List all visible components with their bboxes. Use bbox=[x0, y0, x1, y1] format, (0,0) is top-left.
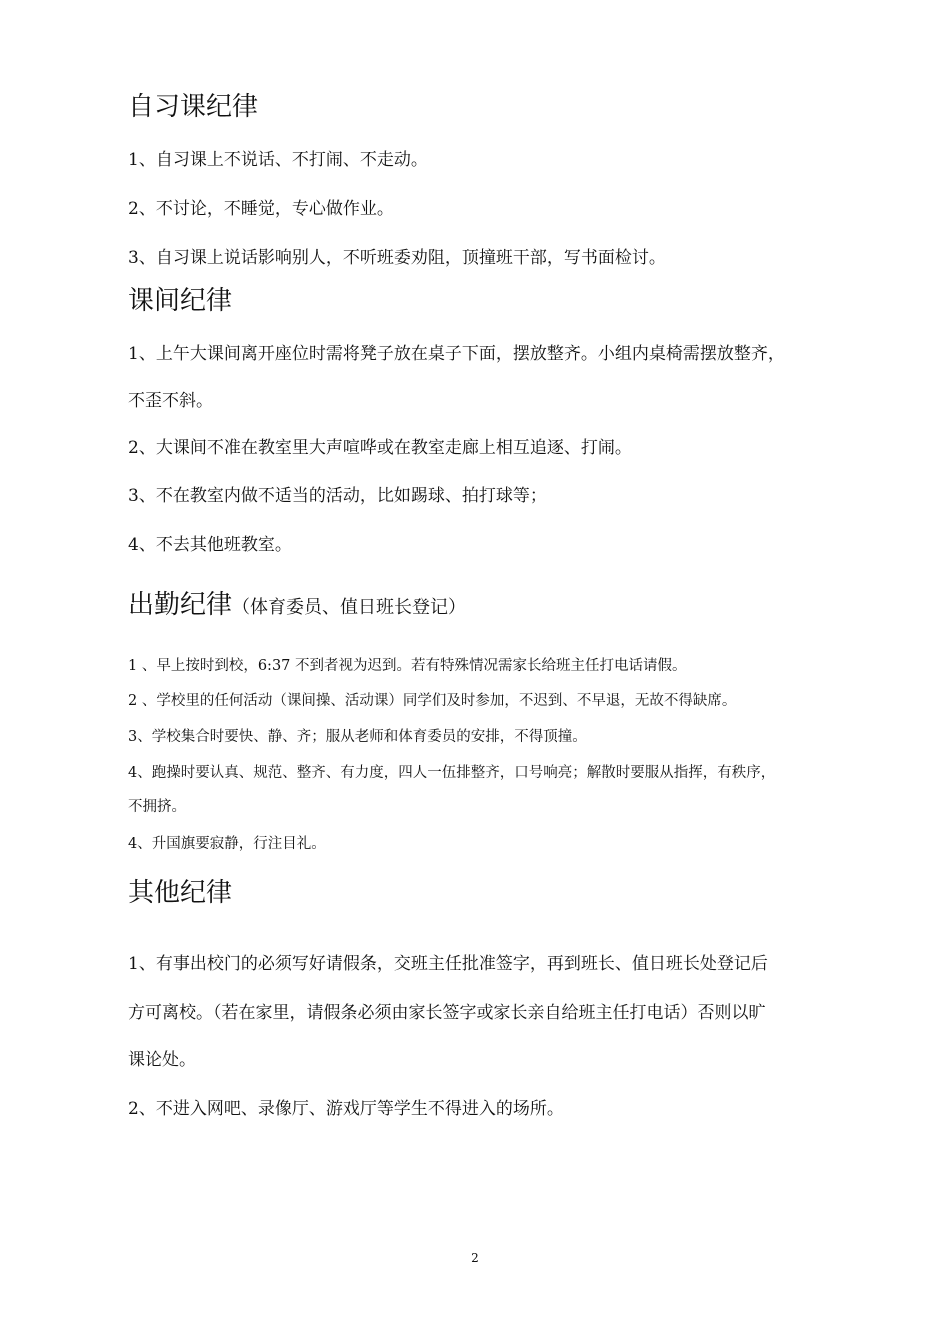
rule-other-1-cont2: 课论处。 bbox=[128, 1050, 196, 1070]
rule-attendance-1: 1 、早上按时到校，6:37 不到者视为迟到。若有特殊情况需家长给班主任打电话请假。 bbox=[128, 658, 687, 674]
rule-other-1: 1、有事出校门的必须写好请假条，交班主任批准签字，再到班长、值日班长处登记后 bbox=[128, 954, 768, 974]
rule-other-1-cont: 方可离校。（若在家里，请假条必须由家长签字或家长亲自给班主任打电话）否则以旷 bbox=[128, 1003, 766, 1023]
rule-self-study-2: 2、不讨论，不睡觉，专心做作业。 bbox=[128, 199, 394, 219]
rule-break-3: 3、不在教室内做不适当的活动，比如踢球、拍打球等； bbox=[128, 486, 547, 506]
rule-break-4: 4、不去其他班教室。 bbox=[128, 535, 292, 555]
heading-other: 其他纪律 bbox=[128, 878, 233, 908]
page-number: 2 bbox=[471, 1251, 479, 1265]
heading-break: 课间纪律 bbox=[128, 286, 233, 316]
heading-self-study: 自习课纪律 bbox=[128, 92, 259, 122]
heading-attendance bbox=[128, 590, 466, 623]
rule-attendance-3: 3、学校集合时要快、静、齐；服从老师和体育委员的安排，不得顶撞。 bbox=[128, 729, 587, 745]
heading-attendance-note: （体育委员、值日班长登记） bbox=[232, 597, 467, 618]
rule-break-1-cont: 不歪不斜。 bbox=[128, 391, 213, 411]
rule-break-2: 2、大课间不准在教室里大声喧哗或在教室走廊上相互追逐、打闹。 bbox=[128, 438, 632, 458]
rule-attendance-5: 4、升国旗要寂静，行注目礼。 bbox=[128, 836, 326, 852]
rule-self-study-3: 3、自习课上说话影响别人，不听班委劝阻，顶撞班干部，写书面检讨。 bbox=[128, 248, 666, 268]
heading-attendance-title: 出勤纪律 bbox=[128, 590, 233, 620]
rule-break-1: 1、上午大课间离开座位时需将凳子放在桌子下面，摆放整齐。小组内桌椅需摆放整齐， bbox=[128, 344, 785, 364]
rule-self-study-1: 1、自习课上不说话、不打闹、不走动。 bbox=[128, 150, 428, 170]
rule-other-2: 2、不进入网吧、录像厅、游戏厅等学生不得进入的场所。 bbox=[128, 1099, 564, 1119]
rule-attendance-4-cont: 不拥挤。 bbox=[128, 799, 186, 815]
rule-attendance-2: 2 、学校里的任何活动（课间操、活动课）同学们及时参加，不迟到、不早退，无故不得缺席。 bbox=[128, 693, 737, 709]
rule-attendance-4: 4、跑操时要认真、规范、整齐、有力度，四人一伍排整齐，口号响亮；解散时要服从指挥，有秩序， bbox=[128, 765, 776, 781]
